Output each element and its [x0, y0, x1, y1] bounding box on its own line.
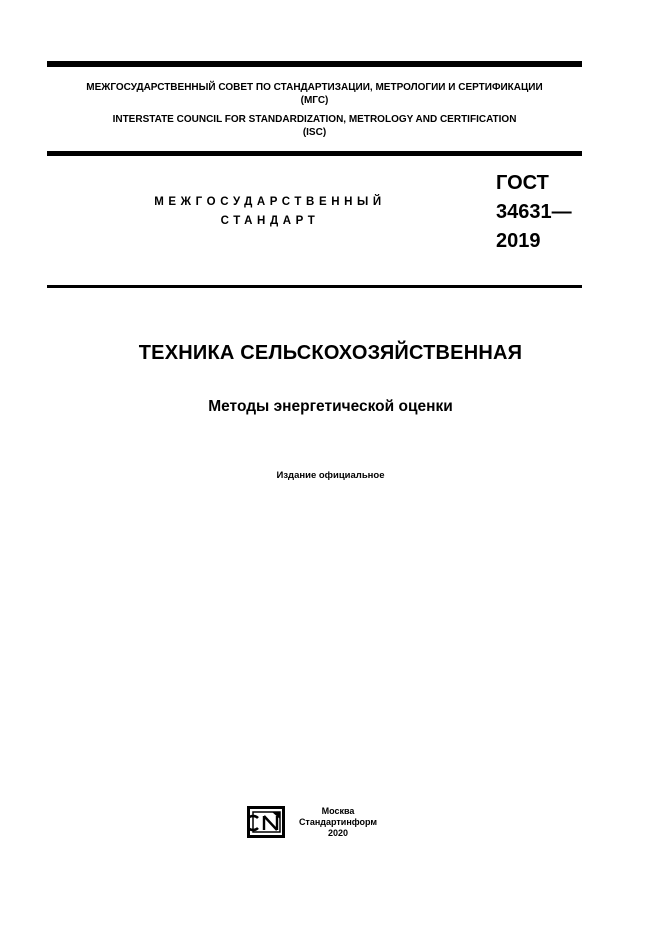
publisher-name: Стандартинформ: [298, 817, 378, 827]
publisher-city: Москва: [321, 806, 355, 816]
top-rule: [47, 61, 582, 67]
standard-code-year: 2019: [496, 230, 541, 252]
bottom-rule: [47, 285, 582, 288]
council-abbr-en: (ISC): [302, 127, 327, 138]
standard-code: [496, 169, 572, 256]
standard-code-prefix: ГОСТ: [496, 172, 549, 194]
council-abbr-ru: (МГС): [300, 95, 329, 106]
standard-kind-line2: СТАНДАРТ: [220, 215, 320, 227]
document-title: ТЕХНИКА СЕЛЬСКОХОЗЯЙСТВЕННАЯ: [138, 342, 523, 364]
council-name-ru: [47, 81, 582, 107]
publisher-block: [290, 806, 386, 839]
standartinform-logo-icon: [247, 806, 285, 838]
council-name-en-line: INTERSTATE COUNCIL FOR STANDARDIZATION, METROLOGY AND CERTIFICATION: [112, 114, 517, 125]
council-name-en: [47, 113, 582, 139]
publisher-year: 2020: [327, 828, 349, 838]
standard-kind: [130, 193, 410, 231]
council-name-ru-line: МЕЖГОСУДАРСТВЕННЫЙ СОВЕТ ПО СТАНДАРТИЗАЦИИ, МЕТРОЛОГИИ И СЕРТИФИКАЦИИ: [86, 82, 543, 93]
middle-rule: [47, 151, 582, 156]
document-subtitle: Методы энергетической оценки: [208, 398, 453, 415]
edition-note: Издание официальное: [276, 470, 385, 481]
standard-code-number: 34631—: [496, 201, 572, 223]
standard-kind-line1: МЕЖГОСУДАРСТВЕННЫЙ: [154, 196, 386, 208]
